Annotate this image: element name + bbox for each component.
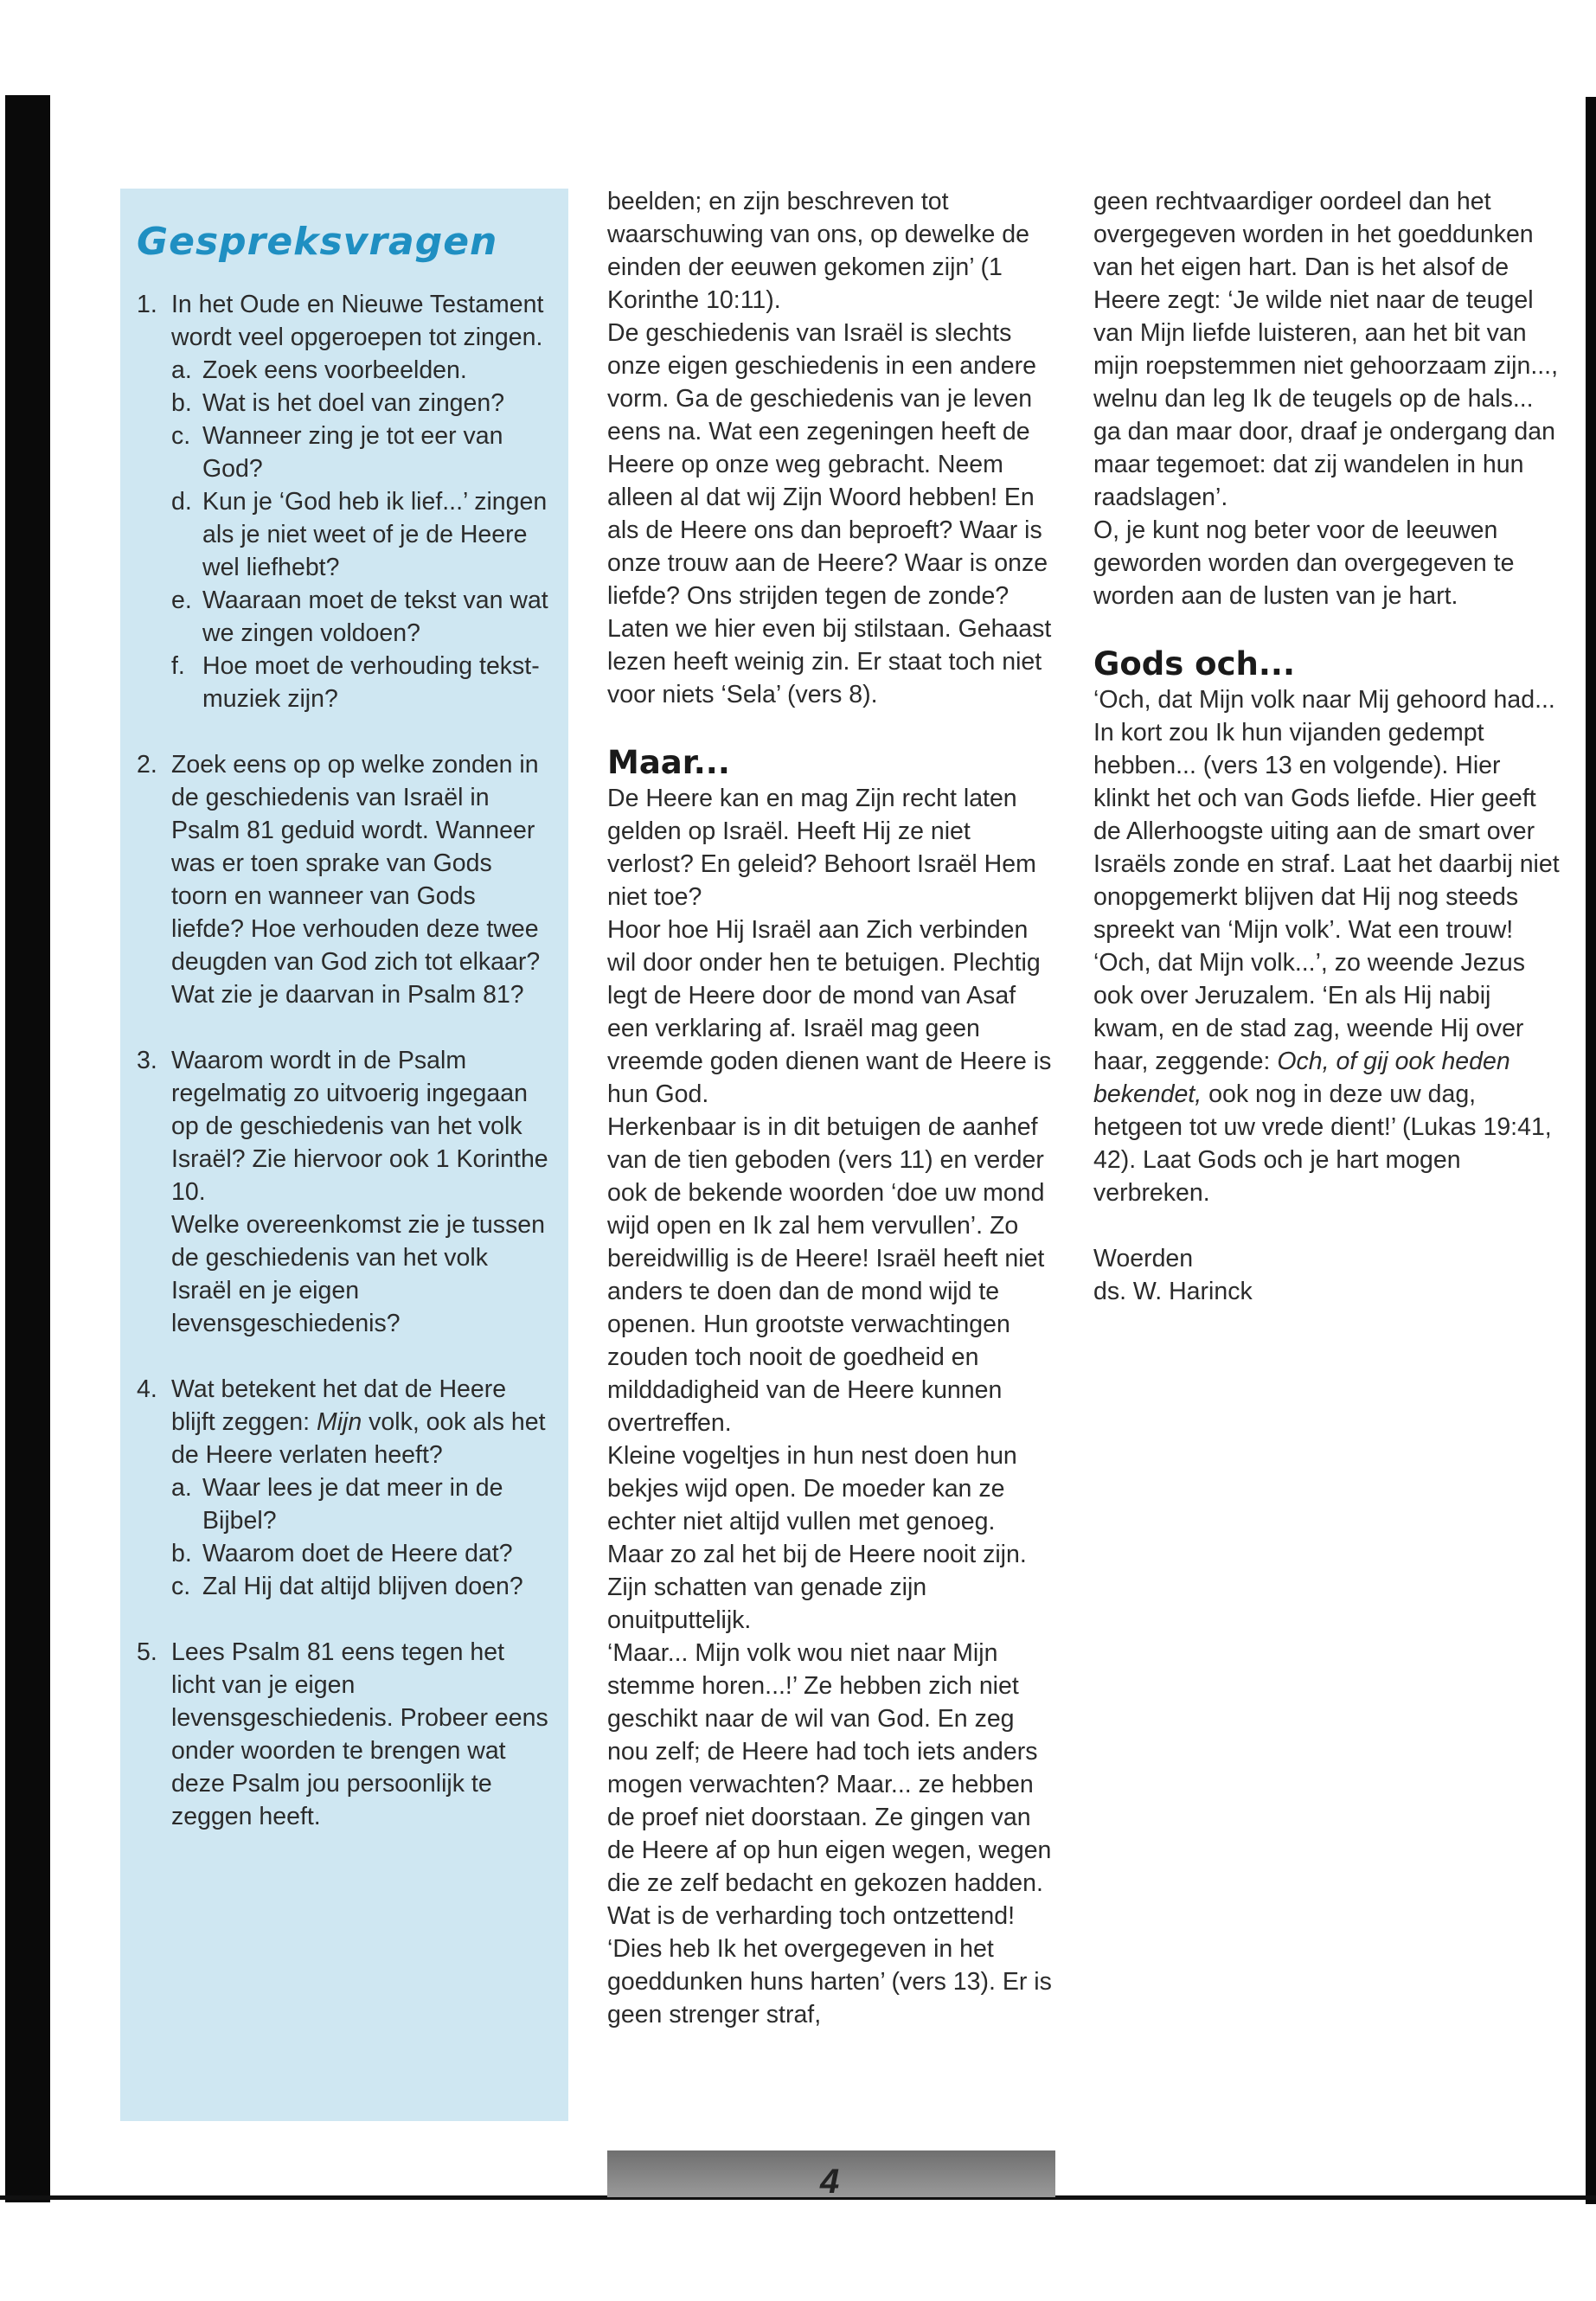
paragraph: De geschiedenis van Israël is slechts onze eigen geschiedenis in een andere vorm. Ga de geschiedenis van je leven eens na. Wat een zegeningen heeft de Heere op onze weg gebracht. Neem alleen al dat wij Zijn Woord hebben! En als de Heere ons dan beproeft? Waar is onze trouw aan de Heere? Waar is onze liefde? Ons strijden tegen de zonde? Laten we hier even bij stilstaan. Gehaast lezen heeft weinig zin. Er staat toch niet voor niets ‘Sela’ (vers 8). — [607, 319, 1052, 708]
question-5: 5. Lees Psalm 81 eens tegen het licht van je eigen levensgeschiedenis. Probeer eens onder woorden te brengen wat deze Psalm jou persoonlijk te zeggen heeft. — [137, 1636, 553, 1833]
subquestion-1a: a. Zoek eens voorbeelden. — [171, 356, 467, 384]
paragraph: beelden; en zijn beschreven tot waarschuwing van ons, op dewelke de einden der eeuwen gekomen zijn’ (1 Korinthe 10:11). — [607, 188, 1029, 314]
paragraph: De Heere kan en mag Zijn recht laten gelden op Israël. Heeft Hij ze niet verlost? En geleid? Behoort Israël Hem niet toe? — [607, 785, 1036, 911]
subquestion-4a: a. Waar lees je dat meer in de Bijbel? — [171, 1474, 503, 1535]
scan-edge-left — [5, 95, 50, 2202]
question-4: 4. Wat betekent het dat de Heere blijft zeggen: Mijn volk, ook als het de Heere verlaten heeft? a. Waar lees je dat meer in de Bijbel? b. Waarom doet de Heere dat? c. Zal Hij dat altijd blijven doen? — [137, 1373, 553, 1603]
discussion-questions-box — [120, 189, 568, 2121]
paragraph: O, je kunt nog beter voor de leeuwen geworden worden dan overgegeven te worden aan de lusten van je hart. — [1093, 516, 1515, 610]
question-text: Waarom wordt in de Psalm regelmatig zo uitvoerig ingegaan op de geschiedenis van het volk Israël? Zie hiervoor ook 1 Korinthe 10. — [171, 1047, 548, 1206]
subquestion-1f: f. Hoe moet de verhouding tekst-muziek zijn? — [171, 652, 540, 713]
subquestion-1c: c. Wanneer zing je tot eer van God? — [171, 422, 503, 483]
subquestion-4b: b. Waarom doet de Heere dat? — [171, 1540, 513, 1567]
paragraph: ‘Maar... Mijn volk wou niet naar Mijn stemme horen...!’ Ze hebben zich niet geschikt naar de wil van God. En zeg nou zelf; de Heere had toch iets anders mogen verwachten? Maar... ze hebben de proef niet doorstaan. Ze gingen van de Heere af op hun eigen wegen, wegen die ze zelf bedacht en gekozen hadden. Wat is de verharding toch ontzettend! ‘Dies heb Ik het overgegeven in het goeddunken huns harten’ (vers 13). Er is geen strenger straf, — [607, 1639, 1052, 2029]
question-1: 1. In het Oude en Nieuwe Testament wordt veel opgeroepen tot zingen. a. Zoek eens voorbeelden. b. Wat is het doel van zingen? c. Wanneer zing je tot eer van God? d. Kun je ‘God heb ik lief...’ zingen als je niet weet of je de Heere wel liefhebt? e. Waaraan moet de tekst van wat we zingen voldoen? f. Hoe moet de verhouding tekst-muziek zijn? — [137, 288, 553, 715]
question-text: Zoek eens op op welke zonden in de geschiedenis van Israël in Psalm 81 geduid wordt. Wanneer was er toen sprake van Gods toorn en wanneer van Gods liefde? Hoe verhouden deze twee deugden van God zich tot elkaar? Wat zie je daarvan in Psalm 81? — [171, 751, 541, 1009]
paragraph: Hoor hoe Hij Israël aan Zich verbinden wil door onder hen te betuigen. Plechtig legt de Heere door de mond van Asaf een verklaring af. Israël mag geen vreemde goden dienen want de Heere is hun God. — [607, 916, 1052, 1108]
question-text: In het Oude en Nieuwe Testament wordt veel opgeroepen tot zingen. — [171, 291, 544, 351]
scan-edge-right — [1586, 97, 1596, 2204]
paragraph: Herkenbaar is in dit betuigen de aanhef van de tien geboden (vers 11) en verder ook de bekende woorden ‘doe uw mond wijd open en Ik zal hem vervullen’. Zo bereidwillig is de Heere! Israël heeft niet anders te doen dan de mond wijd te openen. Hun grootste verwachtingen zouden toch nooit de goedheid en milddadigheid van de Heere kunnen overtreffen. — [607, 1113, 1045, 1437]
article-column-middle — [607, 185, 1057, 2031]
question-2: 2. Zoek eens op op welke zonden in de geschiedenis van Israël in Psalm 81 geduid wordt. Wanneer was er toen sprake van Gods toorn en wanneer van Gods liefde? Hoe verhouden deze twee deugden van God zich tot elkaar? Wat zie je daarvan in Psalm 81? — [137, 748, 553, 1011]
question-3: 3. Waarom wordt in de Psalm regelmatig zo uitvoerig ingegaan op de geschiedenis van het volk Israël? Zie hiervoor ook 1 Korinthe 10. Welke overeenkomst zie je tussen de geschiedenis van het volk Israël en je eigen levensgeschiedenis? — [137, 1044, 553, 1340]
subquestion-4c: c. Zal Hij dat altijd blijven doen? — [171, 1573, 523, 1600]
sidebar-title: Gespreksvragen — [137, 220, 498, 264]
section-heading-maar: Maar... — [607, 744, 730, 781]
question-text: Lees Psalm 81 eens tegen het licht van je eigen levensgeschiedenis. Probeer eens onder woorden te brengen wat deze Psalm jou persoonlijk te zeggen heeft. — [171, 1638, 548, 1830]
signature-place: Woerden — [1093, 1245, 1194, 1272]
subquestion-1b: b. Wat is het doel van zingen? — [171, 389, 505, 417]
page-number: 4 — [820, 2163, 840, 2201]
section-heading-gods-och: Gods och... — [1093, 645, 1296, 683]
paragraph: geen rechtvaardiger oordeel dan het overgegeven worden in het goeddunken van het eigen hart. Dan is het alsof de Heere zegt: ‘Je wilde niet naar de teugel van Mijn liefde luisteren, aan het bit van mijn roepstemmen niet gehoorzaam zijn..., welnu dan leg Ik de teugels op de hals... ga dan maar door, draaf je ondergang dan maar tegemoet: dat zij wandelen in hun raadslagen’. — [1093, 188, 1558, 511]
signature-author: ds. W. Harinck — [1093, 1278, 1253, 1305]
article-column-right — [1093, 185, 1561, 1308]
subquestion-1e: e. Waaraan moet de tekst van wat we zingen voldoen? — [171, 586, 548, 647]
question-text-followup: Welke overeenkomst zie je tussen de geschiedenis van het volk Israël en je eigen levensgeschiedenis? — [171, 1211, 545, 1337]
question-text: Wat betekent het dat de Heere blijft zeggen: Mijn volk, ook als het de Heere verlaten heeft? — [171, 1375, 546, 1469]
subquestion-1d: d. Kun je ‘God heb ik lief...’ zingen als je niet weet of je de Heere wel liefhebt? — [171, 488, 548, 581]
paragraph: Kleine vogeltjes in hun nest doen hun bekjes wijd open. De moeder kan ze echter niet altijd vullen met genoeg. Maar zo zal het bij de Heere nooit zijn. Zijn schatten van genade zijn onuitputtelijk. — [607, 1442, 1027, 1634]
paragraph: ‘Och, dat Mijn volk naar Mij gehoord had... In kort zou Ik hun vijanden gedempt hebben... (vers 13 en volgende). Hier klinkt het och van Gods liefde. Hier geeft de Allerhoogste uiting aan de smart over Israëls zonde en straf. Laat het daarbij niet onopgemerkt blijven dat Hij nog steeds spreekt van ‘Mijn volk’. Wat een trouw! ‘Och, dat Mijn volk...’, zo weende Jezus ook over Jeruzalem. ‘En als Hij nabij kwam, en de stad zag, weende Hij over haar, zeggende: Och, of gij ook heden bekendet, ook nog in deze uw dag, hetgeen tot uw vrede dient!’ (Lukas 19:41, 42). Laat Gods och je hart mogen verbreken. — [1093, 686, 1560, 1207]
